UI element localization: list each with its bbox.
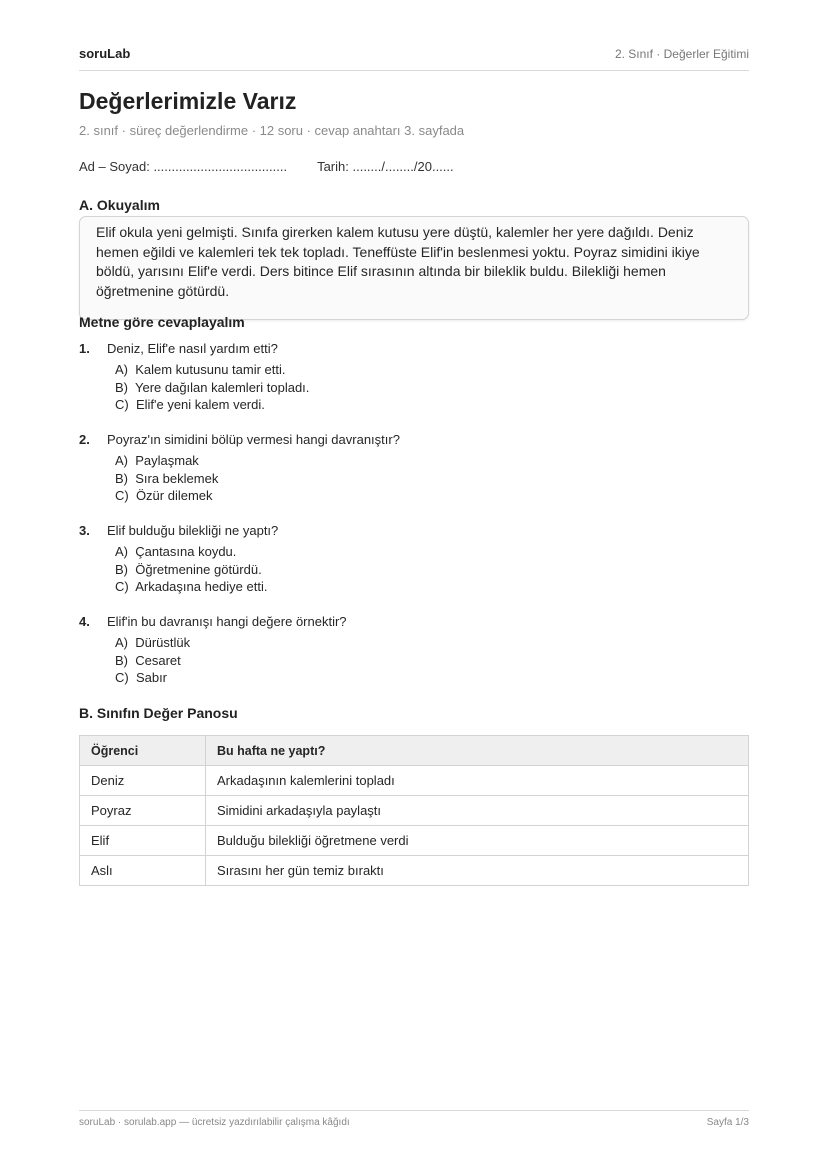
page-number: Sayfa 1/3 [706, 1117, 749, 1128]
option-item: A) Kalem kutusunu tamir etti. [115, 362, 286, 377]
footer-credit: soruLab · sorulab.app — ücretsiz yazdırılabilir çalışma kâğıdı [79, 1117, 350, 1128]
option-item: A) Paylaşmak [115, 453, 199, 468]
question-number: 3. [79, 523, 90, 538]
question-text: Deniz, Elif'e nasıl yardım etti? [107, 341, 278, 356]
table-row [80, 796, 749, 826]
section-a-heading: A. Okuyalım [79, 197, 160, 213]
question-text: Elif bulduğu bilekliği ne yaptı? [107, 523, 279, 538]
option-item: B) Sıra beklemek [115, 470, 219, 486]
option-list [115, 634, 190, 687]
brand-logo-text: soruLab [79, 46, 131, 61]
student-cell: Poyraz [80, 796, 206, 826]
option-item: C) Elif'e yeni kalem verdi. [115, 397, 265, 413]
option-list [115, 543, 267, 596]
student-cell: Deniz [80, 766, 206, 796]
option-list [115, 452, 218, 505]
worksheet-page [79, 0, 749, 1170]
page-header [79, 46, 749, 71]
name-field: Ad – Soyad: ..................................... [79, 159, 288, 174]
page-title: Değerlerimizle Varız [79, 88, 297, 114]
question-text: Poyraz'ın simidini bölüp vermesi hangi davranıştır? [107, 432, 400, 447]
table-row [80, 826, 749, 856]
option-item: B) Yere dağılan kalemleri topladı. [115, 379, 310, 395]
page-footer [79, 1110, 749, 1135]
column-header-student: Öğrenci [80, 736, 206, 766]
table-row [80, 856, 749, 886]
column-header-activity: Bu hafta ne yaptı? [206, 736, 749, 766]
activity-cell: Bulduğu bilekliği öğretmene verdi [206, 826, 749, 856]
option-item: B) Cesaret [115, 652, 181, 668]
questions-heading: Metne göre cevaplayalım [79, 314, 245, 330]
table-row [80, 766, 749, 796]
option-item: A) Çantasına koydu. [115, 544, 237, 559]
student-info-line [79, 159, 454, 174]
table-header-row [80, 736, 749, 766]
option-item: B) Öğretmenine götürdü. [115, 561, 262, 577]
student-cell: Aslı [80, 856, 206, 886]
question-number: 4. [79, 614, 90, 629]
page-subtitle: 2. sınıf · süreç değerlendirme · 12 soru · cevap anahtarı 3. sayfada [79, 123, 465, 138]
option-item: C) Arkadaşına hediye etti. [115, 579, 268, 595]
option-list [115, 361, 309, 414]
activity-cell: Arkadaşının kalemlerini topladı [206, 766, 749, 796]
option-item: C) Özür dilemek [115, 488, 213, 504]
option-item: C) Sabır [115, 670, 168, 686]
option-item: A) Dürüstlük [115, 635, 191, 650]
date-field: Tarih: ......../......../20...... [317, 159, 454, 174]
reading-passage: Elif okula yeni gelmişti. Sınıfa girerken kalem kutusu yere düştü, kalemler her yere dağıldı. Deniz hemen eğildi ve kalemleri tek tek topladı. Teneffüste Elif'in beslenmesi yoktu. Poyraz simidini ikiye böldü, yarısını Elif'e verdi. Ders bitince Elif sırasının altında bir bileklik buldu. Bilekliği hemen öğretmenine götürdü. [79, 216, 749, 320]
value-board-table [79, 735, 749, 886]
question-text: Elif'in bu davranışı hangi değere örnektir? [107, 614, 347, 629]
breadcrumb: 2. Sınıf · Değerler Eğitimi [614, 47, 749, 61]
section-b-heading: B. Sınıfın Değer Panosu [79, 705, 238, 721]
question-number: 2. [79, 432, 90, 447]
activity-cell: Sırasını her gün temiz bıraktı [206, 856, 749, 886]
activity-cell: Simidini arkadaşıyla paylaştı [206, 796, 749, 826]
student-cell: Elif [80, 826, 206, 856]
question-number: 1. [79, 341, 90, 356]
